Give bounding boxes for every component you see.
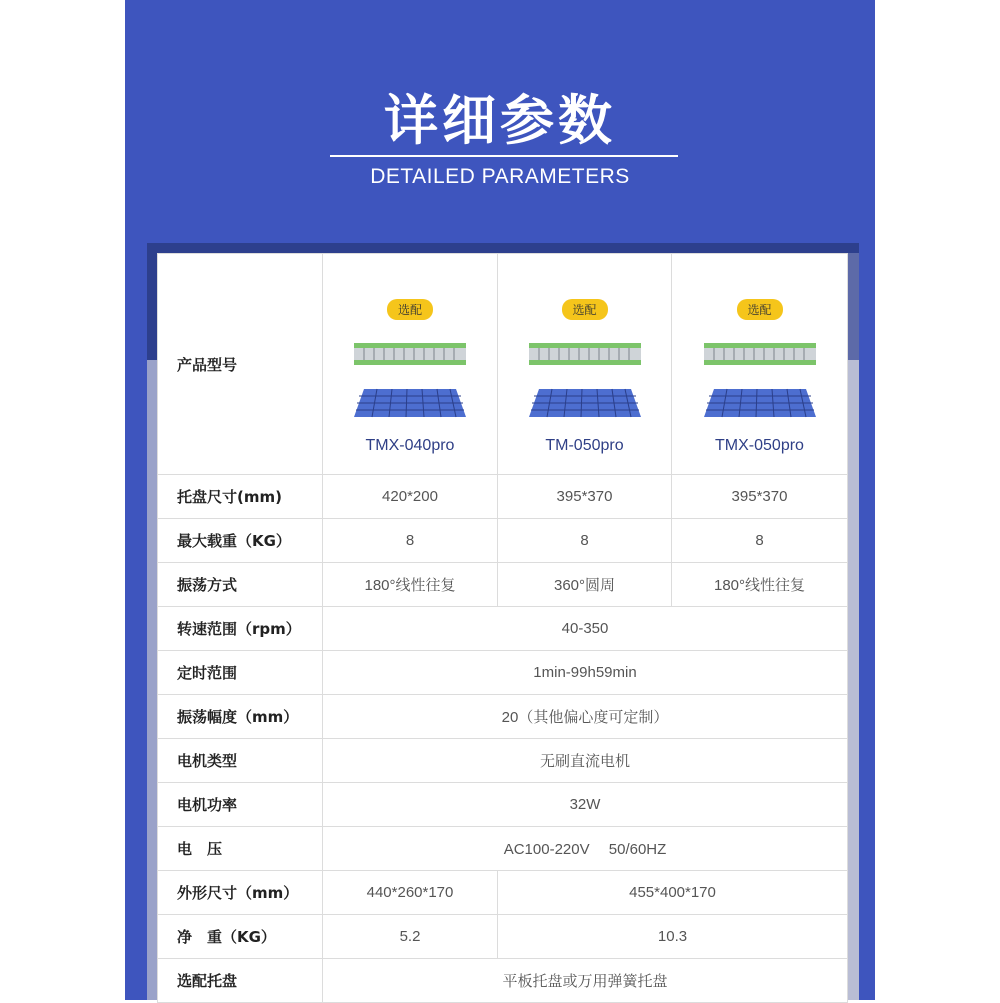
row-label: 振荡方式 (158, 563, 323, 607)
row-label: 选配托盘 (158, 959, 323, 1003)
row-value: 8 (498, 519, 672, 563)
row-label: 电机类型 (158, 739, 323, 783)
row-label: 托盘尺寸(mm) (158, 475, 323, 519)
row-value: 360°圆周 (498, 563, 672, 607)
row-label: 转速范围（rpm） (158, 607, 323, 651)
optional-badge: 选配 (387, 299, 433, 320)
row-value: 5.2 (323, 915, 498, 959)
model-name: TMX-040pro (365, 437, 455, 454)
row-value: 无刷直流电机 (323, 739, 848, 783)
model-name: TM-050pro (545, 437, 624, 454)
optional-badge: 选配 (736, 299, 782, 320)
model-row (158, 254, 848, 475)
row-label: 外形尺寸（mm） (158, 871, 323, 915)
row-value: 40-350 (323, 607, 848, 651)
table-row (158, 475, 848, 519)
table-row (158, 651, 848, 695)
row-value: 420*200 (323, 475, 498, 519)
table-row (158, 915, 848, 959)
row-value: AC100-220V 50/60HZ (323, 827, 848, 871)
row-label: 产品型号 (158, 254, 323, 475)
model-name: TMX-050pro (715, 437, 804, 454)
row-value: 32W (323, 783, 848, 827)
row-value: 395*370 (672, 475, 848, 519)
table-row (158, 607, 848, 651)
table-row (158, 827, 848, 871)
row-value: 180°线性往复 (672, 563, 848, 607)
row-value: 455*400*170 (498, 871, 848, 915)
row-value: 20（其他偏心度可定制） (323, 695, 848, 739)
shaker-device-image (527, 339, 643, 421)
table-row (158, 871, 848, 915)
table-row (158, 563, 848, 607)
row-value: 8 (323, 519, 498, 563)
row-label: 净 重（KG） (158, 915, 323, 959)
row-label: 最大载重（KG） (158, 519, 323, 563)
product-cell (323, 254, 498, 475)
table-row (158, 695, 848, 739)
row-value: 1min-99h59min (323, 651, 848, 695)
shaker-device-image (352, 339, 468, 421)
row-value: 10.3 (498, 915, 848, 959)
title-divider (330, 155, 678, 157)
shaker-device-image (702, 339, 818, 421)
optional-badge: 选配 (561, 299, 607, 320)
row-label: 电 压 (158, 827, 323, 871)
row-value: 440*260*170 (323, 871, 498, 915)
page-subtitle: DETAILED PARAMETERS (370, 165, 630, 188)
product-cell (498, 254, 672, 475)
table-row (158, 519, 848, 563)
table-row (158, 739, 848, 783)
table-row (158, 959, 848, 1003)
row-label: 定时范围 (158, 651, 323, 695)
row-value: 395*370 (498, 475, 672, 519)
scrollbar-thumb[interactable] (847, 253, 859, 360)
page-title: 详细参数 (384, 89, 616, 152)
row-value: 180°线性往复 (323, 563, 498, 607)
row-label: 振荡幅度（mm） (158, 695, 323, 739)
parameter-table (157, 253, 848, 1003)
row-label: 电机功率 (158, 783, 323, 827)
table-row (158, 783, 848, 827)
scrollbar-track[interactable] (847, 253, 859, 1000)
row-value: 8 (672, 519, 848, 563)
row-value: 平板托盘或万用弹簧托盘 (323, 959, 848, 1003)
product-cell (672, 254, 848, 475)
